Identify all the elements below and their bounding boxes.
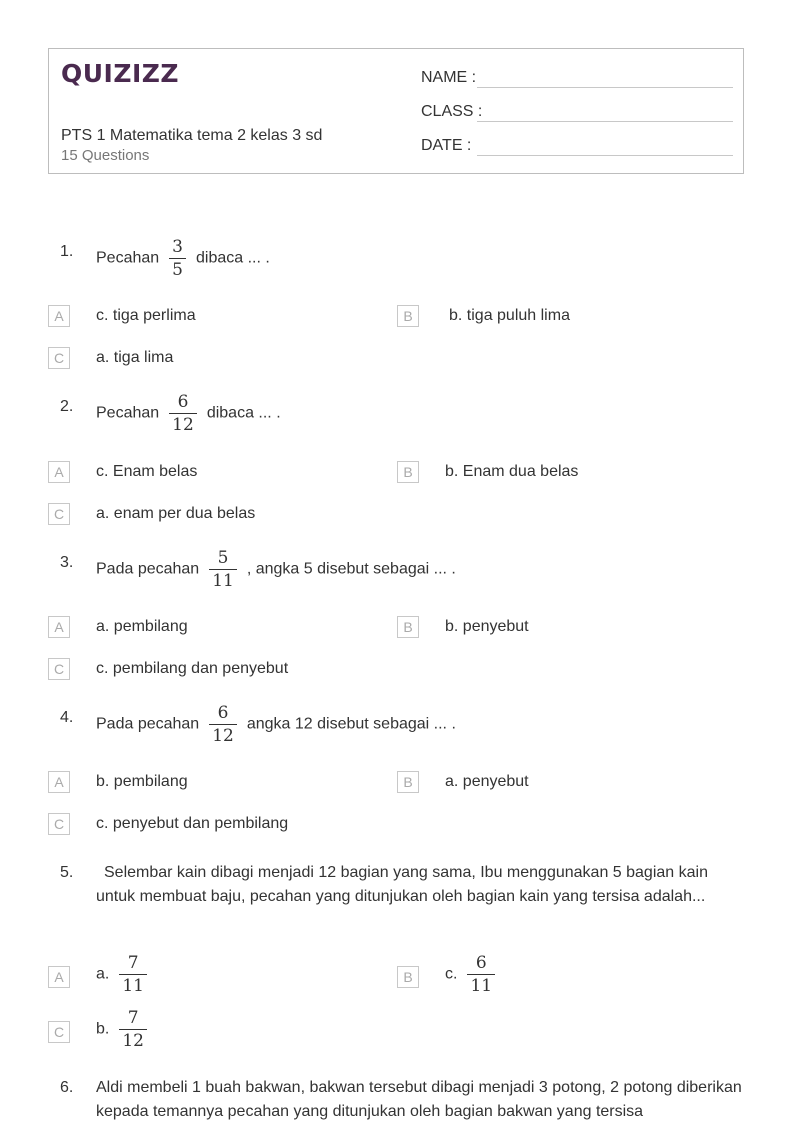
question-3-text: Pada pecahan $\frac{5}{11}$ , angka 5 disebut sebagai ... .: [96, 548, 456, 591]
name-label: NAME :: [421, 69, 477, 86]
option-b-box[interactable]: B: [397, 771, 419, 793]
option-c-text[interactable]: b. $\frac{7}{12}$: [96, 1007, 157, 1052]
option-b-text[interactable]: a. penyebut: [445, 773, 529, 790]
date-line: [477, 155, 733, 156]
option-b-text[interactable]: b. Enam dua belas: [445, 463, 579, 480]
option-b-box[interactable]: B: [397, 305, 419, 327]
name-line: [477, 87, 733, 88]
option-a-box[interactable]: A: [48, 461, 70, 483]
option-b-box[interactable]: B: [397, 616, 419, 638]
option-a-text[interactable]: b. pembilang: [96, 773, 188, 790]
option-a-box[interactable]: A: [48, 771, 70, 793]
fraction: $\frac{3}{5}$: [169, 236, 186, 281]
question-6-text: Aldi membeli 1 buah bakwan, bakwan tersebut dibagi menjadi 3 potong, 2 potong diberikan kepada temannya pecahan yang ditunjukan oleh bagian bakwan yang tersisa: [96, 1079, 742, 1120]
option-b-box[interactable]: B: [397, 966, 419, 988]
quizizz-logo: QUIZIZZ: [61, 59, 180, 88]
option-c-box[interactable]: C: [48, 658, 70, 680]
question-2-text: Pecahan $\frac{6}{12}$ dibaca ... .: [96, 392, 281, 435]
date-label: DATE :: [421, 137, 472, 154]
question-number: 3.: [60, 554, 74, 571]
option-c-text[interactable]: a. enam per dua belas: [96, 505, 256, 522]
worksheet-header: [48, 48, 744, 174]
question-number: 5.: [60, 864, 74, 881]
option-a-text[interactable]: a. $\frac{7}{11}$: [96, 952, 157, 997]
question-number: 6.: [60, 1079, 74, 1096]
question-count: 15 Questions: [61, 147, 150, 164]
fraction: $\frac{6}{11}$: [467, 952, 495, 997]
fraction: $\frac{6}{12}$: [169, 391, 197, 436]
option-b-text[interactable]: b. penyebut: [445, 618, 529, 635]
option-b-text[interactable]: b. tiga puluh lima: [449, 307, 570, 324]
option-c-box[interactable]: C: [48, 1021, 70, 1043]
class-line: [477, 121, 733, 122]
fraction: $\frac{7}{12}$: [119, 1007, 147, 1052]
option-a-text[interactable]: c. tiga perlima: [96, 307, 196, 324]
question-number: 4.: [60, 709, 74, 726]
option-b-box[interactable]: B: [397, 461, 419, 483]
option-a-text[interactable]: a. pembilang: [96, 618, 188, 635]
option-c-text[interactable]: c. penyebut dan pembilang: [96, 815, 289, 832]
option-c-box[interactable]: C: [48, 347, 70, 369]
option-c-box[interactable]: C: [48, 813, 70, 835]
question-number: 1.: [60, 243, 74, 260]
option-c-text[interactable]: a. tiga lima: [96, 349, 174, 366]
question-number: 2.: [60, 398, 74, 415]
question-4-text: Pada pecahan $\frac{6}{12}$ angka 12 disebut sebagai ... .: [96, 703, 456, 746]
option-c-text[interactable]: c. pembilang dan penyebut: [96, 660, 289, 677]
fraction: $\frac{5}{11}$: [209, 547, 237, 592]
worksheet-title: PTS 1 Matematika tema 2 kelas 3 sd: [61, 127, 323, 144]
option-a-box[interactable]: A: [48, 305, 70, 327]
option-a-box[interactable]: A: [48, 616, 70, 638]
fraction: $\frac{7}{11}$: [119, 952, 147, 997]
option-b-text[interactable]: c. $\frac{6}{11}$: [445, 952, 505, 997]
class-label: CLASS :: [421, 103, 483, 120]
question-5-text: Selembar kain dibagi menjadi 12 bagian yang sama, Ibu menggunakan 5 bagian kain untuk membuat baju, pecahan yang ditunjukan oleh bagian kain yang tersisa adalah...: [96, 864, 708, 905]
class-field[interactable]: [421, 103, 482, 121]
question-1-text: Pecahan $\frac{3}{5}$ dibaca ... .: [96, 237, 270, 280]
option-a-box[interactable]: A: [48, 966, 70, 988]
option-a-text[interactable]: c. Enam belas: [96, 463, 198, 480]
date-field[interactable]: [421, 137, 471, 155]
name-field[interactable]: [421, 69, 476, 87]
fraction: $\frac{6}{12}$: [209, 702, 237, 747]
option-c-box[interactable]: C: [48, 503, 70, 525]
